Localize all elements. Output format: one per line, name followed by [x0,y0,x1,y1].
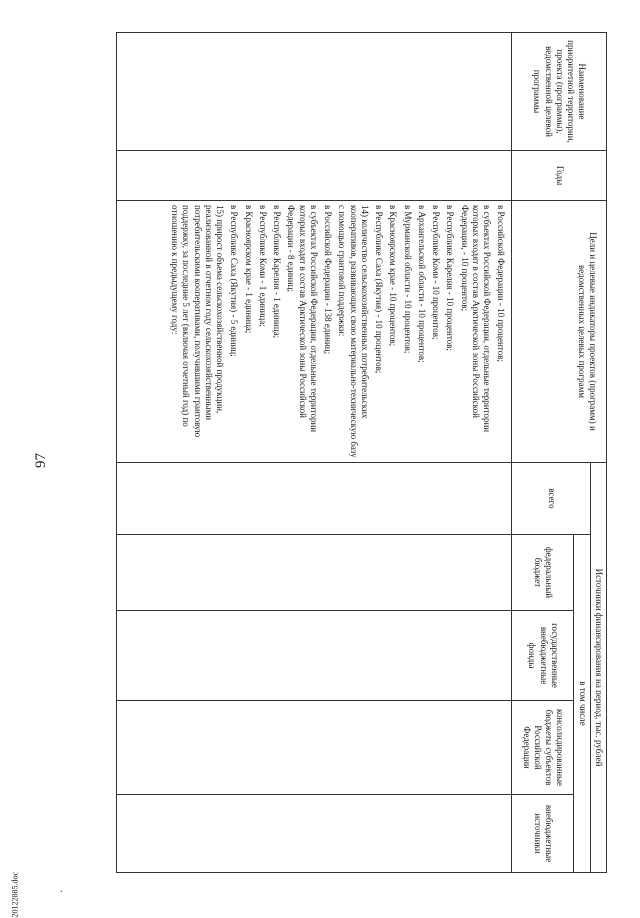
list-item: в Архангельской области - 10 процентов; [417,205,427,363]
list-item: в Республике Саха (Якутия) - 10 процентов; [374,205,385,374]
page-number: 97 [33,453,49,468]
cell-regional [117,701,512,795]
header-goals: Цели и целевые индикаторы проектов (программ) и ведомственных целевых программ [512,201,607,463]
header-name: Наименование приоритетной территории, проекта (программы), ведомственной целевой программы [512,33,607,151]
financing-table [117,32,608,873]
list-item: в Красноярском крае - 1 единица; [243,205,254,334]
list-item: в Российской Федерации - 10 процентов; [496,205,507,362]
header-total: всего [512,463,590,535]
list-item: в субъектах Российской Федерации, отдельные территории которых входят в состав Арктической зоны Российской Федерации - 8 единиц; [286,205,319,433]
cell-federal [117,535,512,611]
cell-years [117,151,512,201]
list-item: 14) количество сельскохозяйственных потребительских кооперативов, развивающих свою материально-техническую базу с помощью грантовой поддержки: [337,205,370,458]
table-row [117,33,512,873]
list-item: в субъектах Российской Федерации, отдельные территории которых входят в состав Арктической зоны Российской Федерации, - 10 процентов; [459,205,493,433]
header-state-funds: государственные внебюджетные фонды [512,611,574,701]
list-item: 15) прирост объема сельскохозяйственной продукции, реализованной в отчетном году сельскохозяйственными потребительскими кооперативами, получившими грантовую поддержку, за последние 5 лет (включая отчетный год) по отношению к предыдущему году: [170,205,226,438]
list-item: в Республике Коми - 1 единица; [258,205,268,327]
list-item: в Российской Федерации - 138 единиц; [323,205,334,355]
cell-extra [117,795,512,873]
list-item: в Республике Карелия - 10 процентов; [445,205,456,351]
header-regional: консолидированные бюджеты субъектов Российской Федерации [512,701,574,795]
list-item: в Республике Саха (Якутия) - 5 единиц; [229,205,240,357]
header-years: Годы [512,151,607,201]
header-row-1 [590,33,606,873]
margin-dot: . [60,884,63,895]
cell-name [117,33,512,151]
list-item: в Мурманской области - 10 процентов; [402,205,413,354]
cell-goals [117,201,512,463]
list-item: в Республике Карелия - 1 единица; [272,205,283,339]
document-code: 20122885.doc [10,871,20,918]
header-extra: внебюджетные источники [512,795,574,873]
rotated-page-content [62,32,607,872]
header-including: в том числе [574,535,590,873]
cell-total [117,463,512,535]
cell-state-funds [117,611,512,701]
header-federal: федеральный бюджет [512,535,574,611]
list-item: в Красноярском крае - 10 процентов; [388,205,399,347]
header-financing: Источники финансирования на период, тыс. рублей [590,463,606,873]
list-item: в Республике Коми - 10 процентов; [431,205,442,340]
